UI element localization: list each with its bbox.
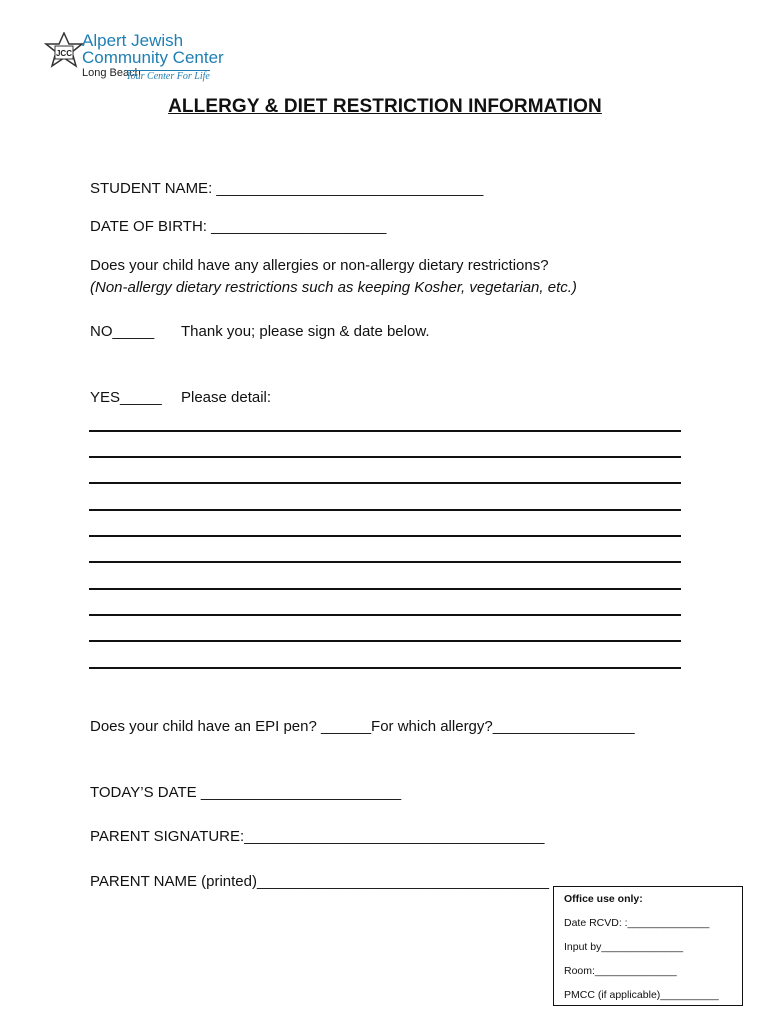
detail-line[interactable] <box>89 667 681 669</box>
logo-tagline: Your Center For Life <box>126 71 210 82</box>
detail-line[interactable] <box>89 430 681 432</box>
parent-name-field[interactable]: PARENT NAME (printed)___________________________________ <box>90 873 549 890</box>
logo-line-2: Community Center <box>82 48 224 67</box>
jcc-star-logo-icon <box>44 32 84 72</box>
student-name-field[interactable]: STUDENT NAME: ________________________________ <box>90 180 484 197</box>
room-field[interactable]: Room:______________ <box>564 965 677 977</box>
jcc-logo <box>44 30 244 86</box>
no-option-field[interactable]: NO_____ <box>90 323 155 340</box>
allergies-question: Does your child have any allergies or non-allergy dietary restrictions? <box>90 257 549 274</box>
detail-line[interactable] <box>89 614 681 616</box>
detail-line[interactable] <box>89 509 681 511</box>
office-use-title: Office use only: <box>564 893 643 905</box>
parent-signature-field[interactable]: PARENT SIGNATURE:____________________________________ <box>90 828 545 845</box>
detail-line[interactable] <box>89 640 681 642</box>
pmcc-field[interactable]: PMCC (if applicable)__________ <box>564 989 719 1001</box>
svg-text:JCC: JCC <box>55 49 73 58</box>
no-response-text: Thank you; please sign & date below. <box>181 323 430 340</box>
input-by-field[interactable]: Input by______________ <box>564 941 684 953</box>
epi-pen-question[interactable]: Does your child have an EPI pen? ______For which allergy?_________________ <box>90 718 635 735</box>
date-of-birth-field[interactable]: DATE OF BIRTH: _____________________ <box>90 218 387 235</box>
todays-date-field[interactable]: TODAY’S DATE ________________________ <box>90 784 402 801</box>
detail-line[interactable] <box>89 456 681 458</box>
detail-line[interactable] <box>89 561 681 563</box>
yes-option-field[interactable]: YES_____ <box>90 389 162 406</box>
yes-response-text: Please detail: <box>181 389 272 406</box>
detail-line[interactable] <box>89 588 681 590</box>
page-title: ALLERGY & DIET RESTRICTION INFORMATION <box>168 96 602 117</box>
detail-line[interactable] <box>89 482 681 484</box>
office-use-box <box>553 886 743 1006</box>
allergies-question-note: (Non-allergy dietary restrictions such as keeping Kosher, vegetarian, etc.) <box>90 279 577 296</box>
detail-line[interactable] <box>89 535 681 537</box>
date-rcvd-field[interactable]: Date RCVD: :______________ <box>564 917 710 929</box>
logo-city: Long Beach <box>82 67 141 79</box>
logo-line-1: Alpert Jewish <box>82 31 184 50</box>
